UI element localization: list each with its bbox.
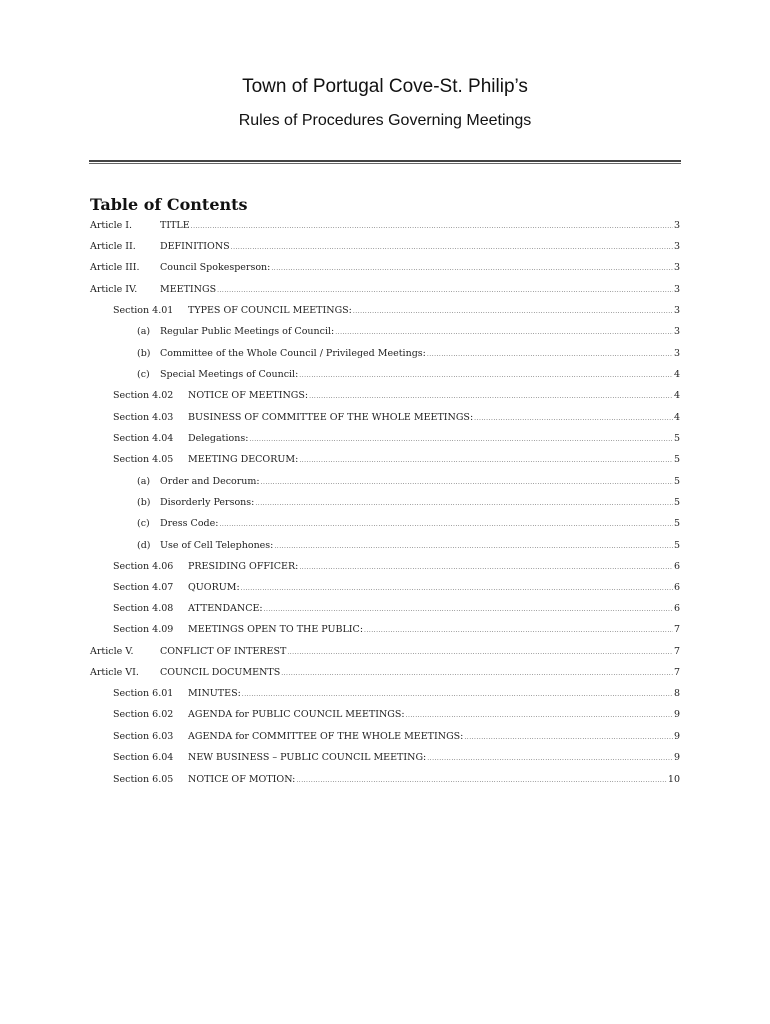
toc-entry-page: 5 (673, 454, 680, 465)
toc-entry-text: Regular Public Meetings of Council: (160, 326, 335, 337)
toc-entry-label: Article I. (90, 220, 133, 231)
toc-leader-dots (241, 585, 673, 592)
toc-entry-label: Article III. (90, 262, 140, 273)
toc-leader-dots (271, 265, 673, 272)
toc-entry-label: Section 4.07 (113, 582, 174, 593)
toc-entry-text: AGENDA for COMMITTEE OF THE WHOLE MEETINGS: (188, 731, 464, 742)
toc-entry-page: 7 (673, 624, 680, 635)
toc-entry-text: PRESIDING OFFICER: (188, 561, 299, 572)
toc-entry[interactable] (90, 646, 680, 660)
toc-leader-dots (364, 627, 673, 634)
toc-leader-dots (264, 606, 673, 613)
toc-entry-page: 5 (673, 433, 680, 444)
toc-entry[interactable] (90, 262, 680, 276)
toc-leader-dots (281, 670, 673, 677)
toc-entry-text: NOTICE OF MEETINGS: (188, 390, 309, 401)
toc-entry-text: MINUTES: (188, 688, 241, 699)
toc-entry-page: 3 (673, 305, 680, 316)
toc-entry-text: AGENDA for PUBLIC COUNCIL MEETINGS: (188, 709, 405, 720)
toc-entry-page: 5 (673, 497, 680, 508)
toc-entry[interactable] (90, 667, 680, 681)
toc-entry[interactable] (113, 412, 680, 426)
toc-leader-dots (474, 415, 673, 422)
toc-entry-label: (b) (137, 348, 151, 359)
toc-entry-label: (a) (137, 326, 151, 337)
toc-entry-text: BUSINESS OF COMMITTEE OF THE WHOLE MEETINGS: (188, 412, 474, 423)
toc-entry-page: 5 (673, 540, 680, 551)
toc-leader-dots (406, 712, 673, 719)
toc-leader-dots (249, 436, 673, 443)
toc-entry-page: 7 (673, 667, 680, 678)
toc-leader-dots (427, 755, 673, 762)
toc-entry[interactable] (137, 369, 680, 383)
toc-entry-page: 3 (673, 220, 680, 231)
toc-entry-label: (c) (137, 369, 150, 380)
toc-entry[interactable] (113, 582, 680, 596)
toc-leader-dots (427, 351, 673, 358)
toc-entry[interactable] (90, 284, 680, 298)
toc-entry-page: 4 (673, 390, 680, 401)
toc-entry-page: 10 (667, 774, 680, 785)
toc-entry[interactable] (137, 476, 680, 490)
toc-entry-label: Section 4.06 (113, 561, 174, 572)
toc-entry-label: Section 4.03 (113, 412, 174, 423)
toc-entry-label: Article V. (90, 646, 134, 657)
header-divider (89, 160, 681, 164)
toc-leader-dots (299, 564, 673, 571)
toc-entry-text: QUORUM: (188, 582, 240, 593)
toc-entry-label: Article VI. (90, 667, 139, 678)
toc-entry-text: Use of Cell Telephones: (160, 540, 274, 551)
toc-entry-label: Section 6.01 (113, 688, 174, 699)
toc-entry-text: Order and Decorum: (160, 476, 260, 487)
toc-leader-dots (335, 329, 673, 336)
toc-entry-page: 9 (673, 709, 680, 720)
toc-entry-page: 4 (673, 412, 680, 423)
toc-entry-text: CONFLICT OF INTEREST (160, 646, 287, 657)
toc-entry-page: 8 (673, 688, 680, 699)
toc-leader-dots (219, 521, 673, 528)
toc-entry[interactable] (137, 348, 680, 362)
toc-entry-page: 5 (673, 476, 680, 487)
toc-entry-text: MEETINGS (160, 284, 217, 295)
toc-entry-text: NOTICE OF MOTION: (188, 774, 296, 785)
toc-entry[interactable] (137, 518, 680, 532)
toc-entry-page: 7 (673, 646, 680, 657)
toc-entry-label: (b) (137, 497, 151, 508)
toc-leader-dots (299, 457, 673, 464)
toc-leader-dots (217, 287, 673, 294)
toc-entry[interactable] (113, 561, 680, 575)
toc-leader-dots (242, 691, 673, 698)
toc-leader-dots (274, 543, 673, 550)
toc-entry-text: NEW BUSINESS – PUBLIC COUNCIL MEETING: (188, 752, 427, 763)
toc-entry-page: 3 (673, 262, 680, 273)
toc-leader-dots (191, 223, 673, 230)
toc-entry-text: TYPES OF COUNCIL MEETINGS: (188, 305, 352, 316)
toc-entry[interactable] (90, 220, 680, 234)
toc-entry[interactable] (113, 774, 680, 788)
toc-entry[interactable] (137, 326, 680, 340)
toc-entry-label: Section 6.05 (113, 774, 174, 785)
toc-entry-label: Section 4.09 (113, 624, 174, 635)
toc-entry-page: 5 (673, 518, 680, 529)
toc-entry[interactable] (137, 540, 680, 554)
toc-entry-text: Dress Code: (160, 518, 219, 529)
toc-entry-label: Section 4.04 (113, 433, 174, 444)
toc-entry-label: (a) (137, 476, 151, 487)
toc-entry-text: ATTENDANCE: (188, 603, 263, 614)
toc-entry-label: Section 4.01 (113, 305, 174, 316)
toc-leader-dots (353, 308, 673, 315)
toc-leader-dots (464, 734, 673, 741)
toc-entry[interactable] (113, 433, 680, 447)
toc-entry-text: COUNCIL DOCUMENTS (160, 667, 281, 678)
toc-entry-label: (d) (137, 540, 151, 551)
document-title: Town of Portugal Cove-St. Philip’s (242, 76, 528, 97)
toc-entry[interactable] (113, 752, 680, 766)
toc-entry-page: 6 (673, 582, 680, 593)
toc-entry[interactable] (90, 241, 680, 255)
toc-entry-label: Article II. (90, 241, 136, 252)
toc-entry-label: Section 4.08 (113, 603, 174, 614)
toc-entry-text: Disorderly Persons: (160, 497, 255, 508)
toc-leader-dots (287, 649, 673, 656)
toc-leader-dots (309, 393, 673, 400)
toc-entry[interactable] (113, 709, 680, 723)
toc-entry-text: MEETINGS OPEN TO THE PUBLIC: (188, 624, 364, 635)
toc-entry-label: Section 4.05 (113, 454, 174, 465)
toc-heading: Table of Contents (90, 195, 248, 214)
toc-entry[interactable] (113, 624, 680, 638)
toc-entry-label: Section 4.02 (113, 390, 174, 401)
toc-entry-text: Delegations: (188, 433, 249, 444)
toc-entry-page: 4 (673, 369, 680, 380)
toc-entry[interactable] (113, 603, 680, 617)
toc-entry-page: 3 (673, 284, 680, 295)
toc-entry-page: 9 (673, 731, 680, 742)
toc-entry-page: 6 (673, 603, 680, 614)
toc-entry[interactable] (113, 454, 680, 468)
toc-leader-dots (255, 500, 673, 507)
toc-entry-text: Council Spokesperson: (160, 262, 271, 273)
toc-entry[interactable] (113, 731, 680, 745)
toc-leader-dots (296, 777, 667, 784)
document-subtitle: Rules of Procedures Governing Meetings (238, 112, 532, 129)
toc-entry-page: 3 (673, 348, 680, 359)
toc-entry-label: (c) (137, 518, 150, 529)
toc-entry[interactable] (113, 688, 680, 702)
toc-leader-dots (261, 479, 673, 486)
toc-entry-text: Special Meetings of Council: (160, 369, 299, 380)
toc-entry[interactable] (113, 305, 680, 319)
toc-entry-text: MEETING DECORUM: (188, 454, 299, 465)
toc-entry-page: 3 (673, 241, 680, 252)
toc-entry-text: DEFINITIONS (160, 241, 230, 252)
toc-entry-text: TITLE (160, 220, 190, 231)
toc-leader-dots (299, 372, 673, 379)
toc-entry-label: Section 6.03 (113, 731, 174, 742)
toc-entry-text: Committee of the Whole Council / Privileged Meetings: (160, 348, 426, 359)
toc-entry-page: 6 (673, 561, 680, 572)
toc-entry-page: 9 (673, 752, 680, 763)
toc-entry[interactable] (137, 497, 680, 511)
toc-entry-label: Article IV. (90, 284, 138, 295)
toc-entry-label: Section 6.04 (113, 752, 174, 763)
toc-leader-dots (231, 244, 673, 251)
toc-entry-page: 3 (673, 326, 680, 337)
toc-entry-label: Section 6.02 (113, 709, 174, 720)
toc-entry[interactable] (113, 390, 680, 404)
